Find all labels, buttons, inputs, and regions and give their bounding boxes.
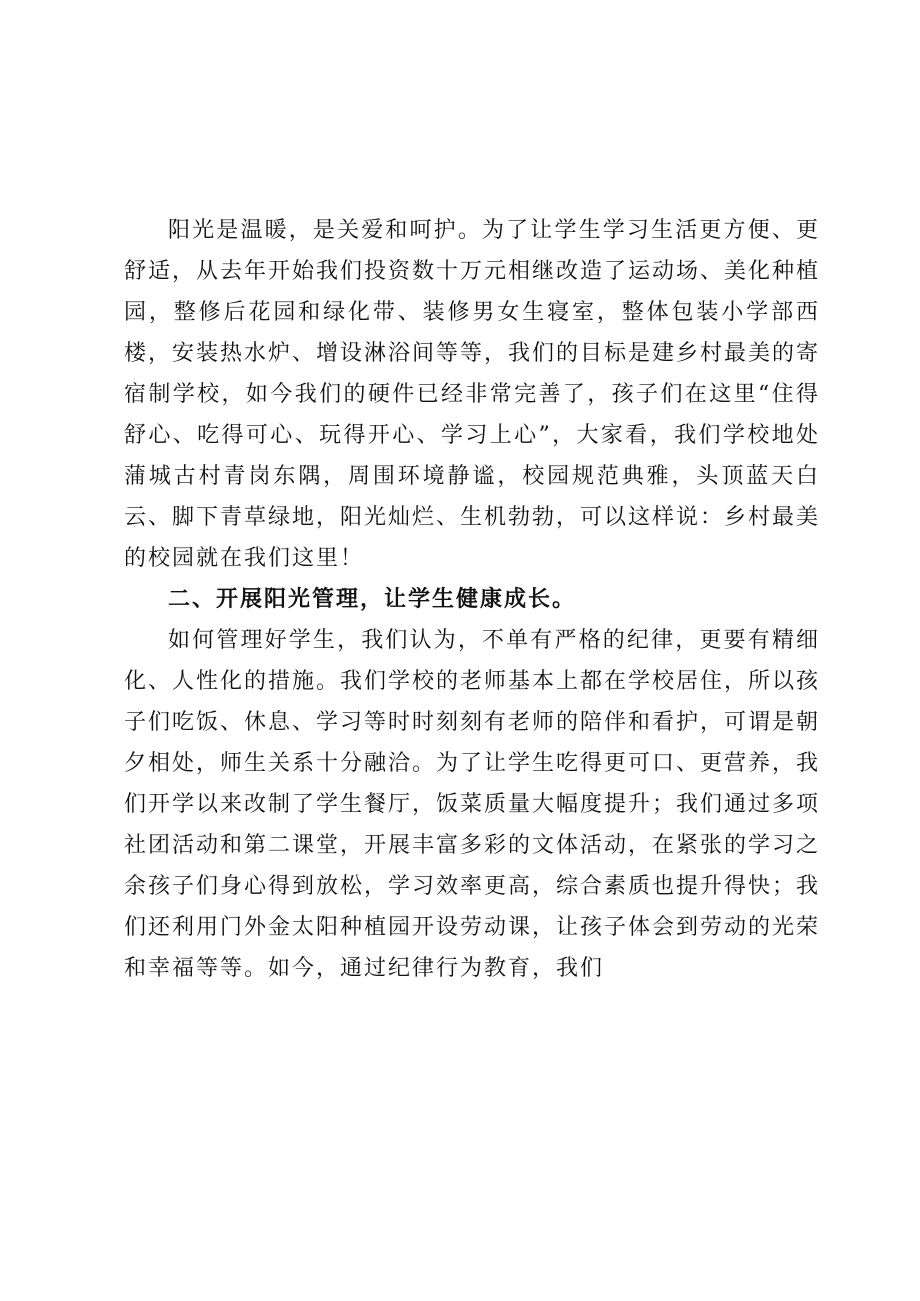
section-heading-2: 二、开展阳光管理，让学生健康成长。	[168, 586, 577, 612]
paragraph-sunshine-campus: 阳光是温暖，是关爱和呵护。为了让学生学习生活更方便、更舒适，从去年开始我们投资数十万元相继改造了运动场、美化种植园，整修后花园和绿化带、装修男女生寝室，整体包装小学部西楼，安装热水炉、增设淋浴间等等，我们的目标是建乡村最美的寄宿制学校，如今我们的硬件已经非常完善了，孩子们在这里“住得舒心、吃得可心、玩得开心、学习上心”，大家看，我们学校地处蒲城古村青岗东隅，周围环境静谧，校园规范典雅，头顶蓝天白云、脚下青草绿地，阳光灿烂、生机勃勃，可以这样说：乡村最美的校园就在我们这里！	[124, 218, 821, 571]
document-body	[124, 210, 820, 989]
paragraph-management: 如何管理好学生，我们认为，不单有严格的纪律，更要有精细化、人性化的措施。我们学校的老师基本上都在学校居住，所以孩子们吃饭、休息、学习等时时刻刻有老师的陪伴和看护，可谓是朝夕相处，师生关系十分融洽。为了让学生吃得更可口、更营养，我们开学以来改制了学生餐厅，饭菜质量大幅度提升；我们通过多项社团活动和第二课堂，开展丰富多彩的文体活动，在紧张的学习之余孩子们身心得到放松，学习效率更高，综合素质也提升得快；我们还利用门外金太阳种植园开设劳动课，让孩子体会到劳动的光荣和幸福等等。如今，通过纪律行为教育，我们	[124, 628, 821, 981]
